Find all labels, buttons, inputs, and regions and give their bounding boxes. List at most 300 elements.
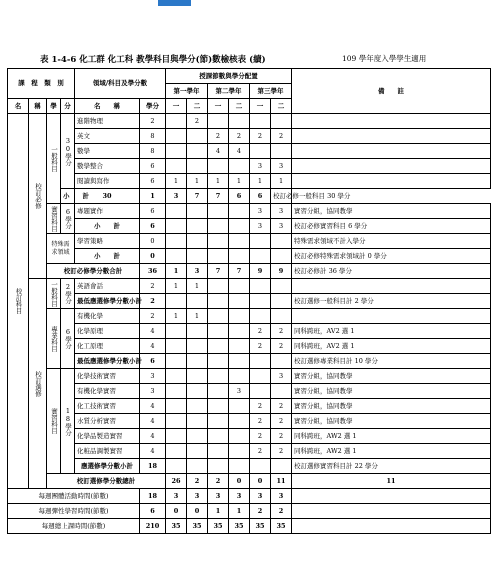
period-cell: 9: [271, 264, 292, 279]
period-cell: [271, 114, 292, 129]
period-cell: [229, 459, 250, 474]
period-cell: [187, 459, 208, 474]
remark-cell: [292, 174, 491, 189]
elective-total-label: 校訂選修學分數總計: [47, 474, 166, 489]
header-grade-3: 第三學年: [250, 84, 292, 99]
subtotal-label: 最低應選修學分數小計: [75, 294, 140, 309]
group-general: 一般科目: [47, 114, 61, 204]
period-cell: 1: [187, 174, 208, 189]
period-cell: 35: [250, 519, 271, 534]
subject-name: 專題實作: [75, 204, 140, 219]
header-col-name: 名 稱: [75, 99, 140, 114]
period-cell: 2: [271, 339, 292, 354]
period-cell: 2: [271, 444, 292, 459]
period-cell: 4: [229, 144, 250, 159]
period-cell: [208, 249, 229, 264]
period-cell: 35: [208, 519, 229, 534]
table-row-weekly: [8, 504, 491, 519]
period-cell: [166, 249, 187, 264]
period-cell: [166, 204, 187, 219]
period-cell: [208, 234, 229, 249]
period-cell: [229, 219, 250, 234]
header-remarks: 備 註: [292, 69, 491, 114]
subject-credit: 8: [140, 129, 166, 144]
period-cell: [166, 354, 187, 369]
table-row: [8, 129, 491, 144]
period-cell: 3: [271, 219, 292, 234]
period-cell: [208, 324, 229, 339]
group-professional: 專業科目: [47, 309, 61, 369]
header-course-category: 課 程 類 別: [8, 69, 75, 99]
period-cell: 35: [187, 519, 208, 534]
subtotal-label: 小 計: [75, 249, 140, 264]
period-cell: 2: [250, 414, 271, 429]
period-cell: 0: [166, 504, 187, 519]
period-cell: [229, 279, 250, 294]
period-cell: 2: [250, 444, 271, 459]
subtotal-label: 小 計: [75, 219, 140, 234]
period-cell: [166, 399, 187, 414]
subject-credit: 26: [166, 474, 187, 489]
group-practical: 實習科目: [47, 204, 61, 234]
subject-credit: 6: [140, 204, 166, 219]
table-row-subtotal: [8, 294, 491, 309]
table-row: [8, 399, 491, 414]
period-cell: [250, 234, 271, 249]
required-total-label: 校訂必修學分數合計: [47, 264, 140, 279]
period-cell: 11: [292, 474, 491, 489]
table-row-weekly: [8, 519, 491, 534]
table-caption: [0, 52, 498, 66]
period-cell: 9: [250, 264, 271, 279]
period-cell: [208, 354, 229, 369]
period-cell: [271, 459, 292, 474]
table-row: [8, 369, 491, 384]
period-cell: [166, 219, 187, 234]
remark-cell: [292, 504, 491, 519]
period-cell: [229, 399, 250, 414]
period-cell: [250, 249, 271, 264]
period-cell: 2: [208, 129, 229, 144]
period-cell: 6: [229, 189, 250, 204]
subject-credit: 6: [140, 174, 166, 189]
period-cell: [208, 114, 229, 129]
subject-credit: 4: [140, 444, 166, 459]
period-cell: 2: [271, 129, 292, 144]
period-cell: 2: [250, 324, 271, 339]
subject-name: 化工技術實習: [75, 399, 140, 414]
period-cell: 1: [229, 174, 250, 189]
subject-name: 化學技術實習: [75, 369, 140, 384]
period-cell: [166, 369, 187, 384]
table-row: [8, 324, 491, 339]
subject-name: 有機化學實習: [75, 384, 140, 399]
remark-cell: 校訂選修實習科目計 22 學分: [292, 459, 491, 474]
period-cell: 7: [208, 264, 229, 279]
subject-credit: 6: [140, 354, 166, 369]
period-cell: 2: [187, 114, 208, 129]
period-cell: [271, 309, 292, 324]
period-cell: [229, 339, 250, 354]
remark-cell: 校訂必修實習科目 6 學分: [292, 219, 491, 234]
header-credit-char: 學: [47, 99, 61, 114]
period-cell: [250, 369, 271, 384]
period-cell: 2: [271, 504, 292, 519]
period-cell: [187, 354, 208, 369]
header-sem-1: 一: [250, 99, 271, 114]
applicable-year: 109 學年度入學學生適用: [342, 54, 427, 63]
subject-credit: 2: [140, 294, 166, 309]
remark-cell: [292, 114, 491, 129]
remark-cell: 校訂選修一般科目計 2 學分: [292, 294, 491, 309]
subject-credit: 4: [140, 414, 166, 429]
period-cell: 3: [187, 264, 208, 279]
subtotal-label: 最低應選修學分數小計: [75, 354, 140, 369]
period-cell: [166, 324, 187, 339]
period-cell: 1: [229, 504, 250, 519]
remark-cell: 同科跨班，AV2 選 1: [292, 339, 491, 354]
period-cell: [271, 279, 292, 294]
period-cell: 2: [250, 504, 271, 519]
period-cell: [229, 309, 250, 324]
period-cell: [250, 354, 271, 369]
period-cell: 1: [166, 174, 187, 189]
period-cell: [208, 339, 229, 354]
subject-credit: 3: [140, 369, 166, 384]
period-cell: 35: [166, 519, 187, 534]
period-cell: [166, 429, 187, 444]
period-cell: 1: [187, 309, 208, 324]
period-cell: [187, 369, 208, 384]
period-cell: [187, 429, 208, 444]
weekly-label: 每週團體活動時間(節數): [8, 489, 140, 504]
remark-cell: [292, 144, 491, 159]
period-cell: 3: [250, 489, 271, 504]
table-row: [8, 144, 491, 159]
remark-cell: 特殊需求領域不計入學分: [292, 234, 491, 249]
period-cell: 0: [250, 474, 271, 489]
remark-cell: 實習分組，協同教學: [292, 369, 491, 384]
period-cell: [208, 294, 229, 309]
header-name-char2: 稱: [29, 99, 47, 114]
period-cell: 7: [187, 189, 208, 204]
remark-cell: [292, 489, 491, 504]
period-cell: 3: [229, 489, 250, 504]
period-cell: [208, 204, 229, 219]
period-cell: [187, 324, 208, 339]
table-row: [8, 339, 491, 354]
period-cell: 3: [229, 384, 250, 399]
period-cell: 1: [187, 279, 208, 294]
remark-cell: 實習分組，協同教學: [292, 414, 491, 429]
period-cell: 1: [166, 309, 187, 324]
period-cell: [166, 234, 187, 249]
header-col-credit: 學分: [140, 99, 166, 114]
period-cell: [187, 219, 208, 234]
period-cell: [229, 354, 250, 369]
period-cell: [250, 279, 271, 294]
table-row-subtotal: [8, 249, 491, 264]
period-cell: [250, 144, 271, 159]
period-cell: [250, 294, 271, 309]
table-row: [8, 159, 491, 174]
subject-credit: 2: [140, 309, 166, 324]
period-cell: 3: [271, 369, 292, 384]
table-row: [8, 384, 491, 399]
period-cell: [208, 444, 229, 459]
table-row: [8, 114, 491, 129]
subject-name: 水質分析實習: [75, 414, 140, 429]
period-cell: 0: [187, 504, 208, 519]
group-general-credits: 30學分: [61, 114, 75, 189]
period-cell: 4: [208, 144, 229, 159]
period-cell: [166, 129, 187, 144]
subject-credit: 8: [140, 144, 166, 159]
group-elective-general-credits: 2學分: [61, 279, 75, 309]
subject-credit: 6: [140, 219, 166, 234]
period-cell: 0: [229, 474, 250, 489]
period-cell: 35: [229, 519, 250, 534]
period-cell: [271, 294, 292, 309]
period-cell: [187, 204, 208, 219]
subject-name: 進階物理: [75, 114, 140, 129]
subject-credit: 3: [140, 384, 166, 399]
group-elective-practical: 實習科目: [47, 369, 61, 474]
table-row: [8, 444, 491, 459]
header-sem-2: 二: [271, 99, 292, 114]
subject-name: 數學整合: [75, 159, 140, 174]
period-cell: [208, 429, 229, 444]
period-cell: [208, 414, 229, 429]
period-cell: [208, 159, 229, 174]
period-cell: [229, 204, 250, 219]
header-grade-2: 第二學年: [208, 84, 250, 99]
period-cell: 1: [166, 264, 187, 279]
period-cell: 6: [250, 189, 271, 204]
period-cell: [229, 429, 250, 444]
table-row: [8, 279, 491, 294]
period-cell: 3: [166, 189, 187, 204]
subject-name: 閱讀與寫作: [75, 174, 140, 189]
period-cell: [187, 444, 208, 459]
period-cell: [250, 459, 271, 474]
subject-name: 化學原理: [75, 324, 140, 339]
period-cell: 2: [187, 474, 208, 489]
weekly-label: 每週總上課時間(節數): [8, 519, 140, 534]
period-cell: 1: [250, 174, 271, 189]
header-domain-subject: 領域/科目及學分數: [75, 69, 166, 99]
period-cell: [208, 219, 229, 234]
group-special: 特殊需求領域: [47, 234, 75, 264]
subject-name: 英語會話: [75, 279, 140, 294]
period-cell: 2: [250, 429, 271, 444]
period-cell: 3: [250, 219, 271, 234]
period-cell: [208, 279, 229, 294]
period-cell: 2: [271, 414, 292, 429]
remark-cell: [292, 129, 491, 144]
header-sem-1: 一: [166, 99, 187, 114]
remark-cell: 實習分組，協同教學: [292, 384, 491, 399]
table-row-subtotal: [8, 219, 491, 234]
subject-credit: 0: [140, 234, 166, 249]
remark-cell: 實習分組，協同教學: [292, 399, 491, 414]
remark-cell: 校訂選修專業科目計 10 學分: [292, 354, 491, 369]
remark-cell: [292, 309, 491, 324]
header-sem-2: 二: [187, 99, 208, 114]
header-credit-char2: 分: [61, 99, 75, 114]
subject-credit: 6: [140, 504, 166, 519]
subject-credit: 18: [140, 459, 166, 474]
header-name-char: 名: [8, 99, 29, 114]
subtotal-label: 小 計: [61, 189, 75, 204]
subject-credit: 2: [140, 114, 166, 129]
period-cell: [166, 444, 187, 459]
period-cell: 3: [250, 204, 271, 219]
header-sem-1: 一: [208, 99, 229, 114]
period-cell: [166, 294, 187, 309]
period-cell: [187, 159, 208, 174]
remark-cell: 同科跨班，AV2 選 1: [292, 324, 491, 339]
remark-cell: 實習分組，協同教學: [292, 204, 491, 219]
table-title: 表 1-4-6 化工群 化工科 教學科目與學分(節)數檢核表 (續): [40, 55, 266, 65]
group-elective-practical-credits: 18學分: [61, 369, 75, 474]
period-cell: 3: [250, 159, 271, 174]
table-row-weekly: [8, 489, 491, 504]
curriculum-table: [7, 68, 491, 534]
period-cell: 11: [271, 474, 292, 489]
period-cell: [187, 234, 208, 249]
period-cell: 2: [250, 129, 271, 144]
period-cell: [271, 249, 292, 264]
subject-credit: 30: [75, 189, 140, 204]
remark-cell: 校訂必修一般科目 30 學分: [271, 189, 292, 204]
table-row: [8, 309, 491, 324]
period-cell: 2: [250, 339, 271, 354]
period-cell: [229, 324, 250, 339]
period-cell: 3: [271, 204, 292, 219]
period-cell: [250, 309, 271, 324]
remark-cell: 同科跨班，AW2 選 1: [292, 444, 491, 459]
table-row-subtotal: [8, 459, 491, 474]
header-row-1: [8, 69, 491, 84]
period-cell: [187, 384, 208, 399]
period-cell: [229, 414, 250, 429]
period-cell: [229, 369, 250, 384]
subtotal-label: 應選修學分數小計: [75, 459, 140, 474]
period-cell: [271, 384, 292, 399]
subject-credit: 210: [140, 519, 166, 534]
subject-credit: 0: [140, 249, 166, 264]
period-cell: 1: [208, 174, 229, 189]
table-row-total: [8, 474, 491, 489]
subject-name: 英文: [75, 129, 140, 144]
group-elective: 校訂選修: [29, 279, 47, 489]
subject-credit: 2: [140, 279, 166, 294]
remark-cell: 校訂必修特殊需求領域計 0 學分: [292, 249, 491, 264]
period-cell: [166, 114, 187, 129]
remark-cell: [292, 279, 491, 294]
period-cell: 3: [166, 489, 187, 504]
table-row: [8, 429, 491, 444]
subject-name: 數學: [75, 144, 140, 159]
group-practical-credits: 6學分: [61, 204, 75, 234]
period-cell: [166, 144, 187, 159]
table-row: [8, 174, 491, 189]
subject-credit: 18: [140, 489, 166, 504]
period-cell: 1: [140, 189, 166, 204]
period-cell: 3: [208, 489, 229, 504]
period-cell: 3: [271, 489, 292, 504]
period-cell: [166, 159, 187, 174]
period-cell: 1: [208, 504, 229, 519]
table-row-subtotal: [8, 189, 491, 204]
period-cell: 1: [166, 279, 187, 294]
top-accent-bar: [158, 0, 191, 6]
remark-cell: [292, 519, 491, 534]
period-cell: [250, 114, 271, 129]
subject-name: 化粧品調製實習: [75, 444, 140, 459]
period-cell: [229, 249, 250, 264]
subject-name: 有機化學: [75, 309, 140, 324]
period-cell: 2: [229, 129, 250, 144]
period-cell: [250, 384, 271, 399]
table-row-subtotal: [8, 354, 491, 369]
period-cell: 2: [250, 399, 271, 414]
period-cell: [166, 384, 187, 399]
table-row-total: [8, 264, 491, 279]
period-cell: 2: [271, 399, 292, 414]
group-required: 校訂必修: [29, 114, 47, 279]
period-cell: 2: [208, 474, 229, 489]
period-cell: [208, 369, 229, 384]
period-cell: [208, 384, 229, 399]
period-cell: 1: [271, 174, 292, 189]
remark-cell: 校訂必修計 36 學分: [292, 264, 491, 279]
period-cell: [166, 414, 187, 429]
period-cell: 2: [271, 429, 292, 444]
period-cell: [229, 234, 250, 249]
period-cell: [166, 459, 187, 474]
period-cell: 3: [271, 159, 292, 174]
period-cell: [187, 294, 208, 309]
period-cell: [187, 339, 208, 354]
period-cell: [208, 459, 229, 474]
period-cell: [187, 399, 208, 414]
period-cell: [208, 399, 229, 414]
period-cell: 2: [271, 324, 292, 339]
period-cell: [271, 234, 292, 249]
period-cell: [229, 159, 250, 174]
period-cell: [166, 339, 187, 354]
subject-name: 化學品製造實習: [75, 429, 140, 444]
header-schedule: 授課節數與學分配置: [166, 69, 292, 84]
period-cell: 3: [187, 489, 208, 504]
period-cell: 35: [271, 519, 292, 534]
weekly-label: 每週彈性學習時間(節數): [8, 504, 140, 519]
period-cell: [229, 444, 250, 459]
period-cell: 7: [229, 264, 250, 279]
period-cell: [208, 309, 229, 324]
remark-cell: 同科跨班，AW2 選 1: [292, 429, 491, 444]
period-cell: [187, 414, 208, 429]
period-cell: [271, 144, 292, 159]
subject-credit: 4: [140, 339, 166, 354]
subject-credit: 36: [140, 264, 166, 279]
period-cell: [229, 294, 250, 309]
table-row: [8, 414, 491, 429]
group-professional-credits: 6學分: [61, 309, 75, 369]
subject-name: 學習策略: [75, 234, 140, 249]
